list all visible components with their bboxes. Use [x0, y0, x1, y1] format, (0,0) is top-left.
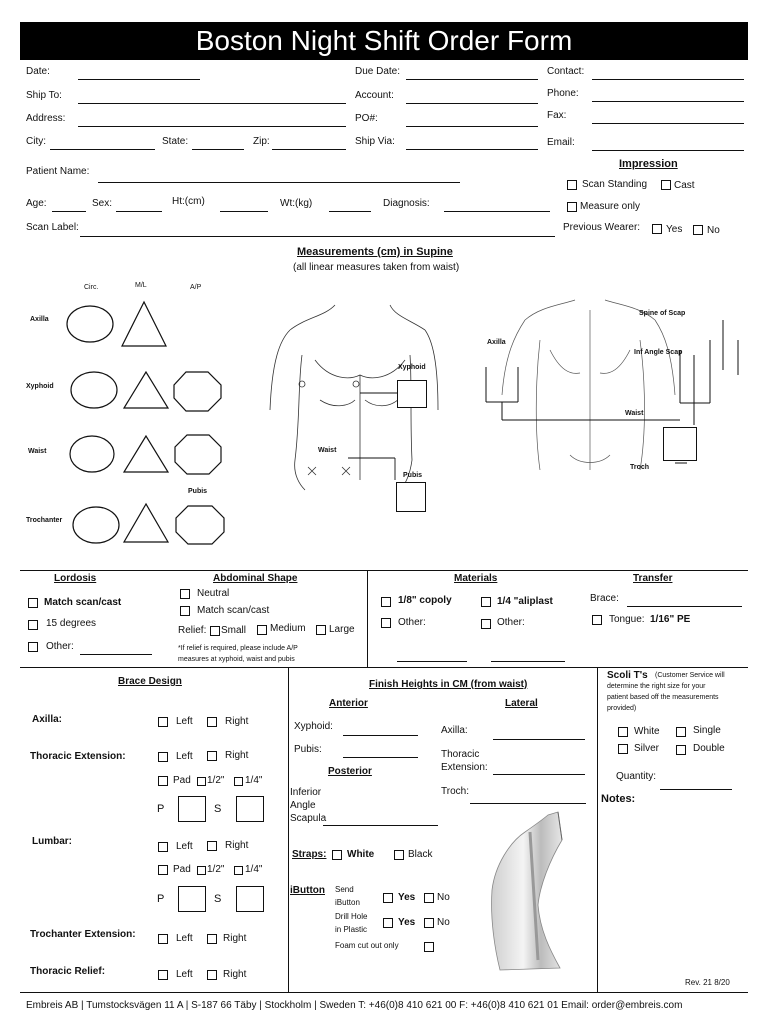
bd-thoracic-right-checkbox[interactable]	[207, 751, 217, 761]
back-spine-of-scap-label: Spine of Scap	[639, 310, 686, 317]
transfer-title: Transfer	[633, 573, 673, 584]
axilla-ml-shape[interactable]	[122, 302, 166, 346]
bd-relief-right-checkbox[interactable]	[207, 970, 217, 980]
drill-yes-label: Yes	[398, 917, 416, 928]
scoli-double-label: Double	[693, 743, 725, 754]
scoli-single-label: Single	[693, 725, 721, 736]
brace-illustration	[470, 810, 590, 975]
abdominal-neutral-label: Neutral	[197, 588, 230, 599]
bd-thoracic-s-box[interactable]	[236, 796, 264, 822]
relief-medium-checkbox[interactable]	[257, 625, 267, 635]
straps-black-label: Black	[408, 849, 433, 860]
tongue-label: Tongue:	[609, 614, 645, 625]
bd-axilla-left-label: Left	[176, 716, 193, 727]
previous-wearer-no-checkbox[interactable]	[693, 225, 703, 235]
copoly-checkbox[interactable]	[381, 597, 391, 607]
scoli-silver-label: Silver	[634, 743, 660, 754]
bd-lumbar-s-box[interactable]	[236, 886, 264, 912]
po-field[interactable]	[406, 126, 538, 127]
finish-xyphoid-label: Xyphoid:	[294, 721, 333, 732]
section-divider-v	[597, 667, 598, 992]
send-yes-label: Yes	[398, 892, 416, 903]
straps-label: Straps:	[292, 849, 327, 860]
col-circ-label: Circ.	[84, 284, 99, 291]
bd-lumbar-left-checkbox[interactable]	[158, 842, 168, 852]
abdominal-neutral-checkbox[interactable]	[180, 589, 190, 599]
measure-only-checkbox[interactable]	[567, 202, 577, 212]
bd-lumbar-right-label: Right	[225, 840, 249, 851]
relief-large-label: Large	[329, 624, 355, 635]
bd-relief-left-label: Left	[176, 969, 193, 980]
notes-area[interactable]	[601, 810, 743, 970]
bd-relief-right-label: Right	[223, 969, 247, 980]
abdominal-note-line1: *If relief is required, please include A/P	[178, 645, 298, 652]
zip-field[interactable]	[272, 149, 346, 150]
diagnosis-label: Diagnosis:	[383, 198, 430, 209]
bd-thoracic-left-checkbox[interactable]	[158, 752, 168, 762]
xyphoid-circ-shape[interactable]	[71, 372, 117, 408]
xyphoid-ap-shape[interactable]	[174, 372, 221, 411]
materials-other1-label: Other:	[398, 617, 426, 628]
measure-only-label: Measure only	[580, 201, 641, 212]
bd-thoracic-p-label: P	[157, 803, 165, 815]
scoli-title: Scoli T's	[607, 670, 648, 681]
bd-thoracic-pad-checkbox[interactable]	[158, 776, 168, 786]
bd-lumbar-s-label: S	[214, 893, 222, 905]
bd-lumbar-half-label: 1/2"	[207, 864, 225, 875]
drill-no-label: No	[437, 917, 450, 928]
relief-small-checkbox[interactable]	[210, 626, 220, 636]
scoli-single-checkbox[interactable]	[676, 727, 686, 737]
aliplast-checkbox[interactable]	[481, 597, 491, 607]
ibutton-label: iButton	[290, 885, 325, 896]
materials-other2-checkbox[interactable]	[481, 619, 491, 629]
finish-pubis-label: Pubis:	[294, 744, 322, 755]
bd-lumbar-label: Lumbar:	[32, 836, 72, 847]
due-date-label: Due Date:	[355, 66, 401, 77]
scan-label-label: Scan Label:	[26, 222, 79, 233]
relief-medium-label: Medium	[270, 623, 306, 634]
bd-troch-left-checkbox[interactable]	[158, 934, 168, 944]
account-field[interactable]	[406, 103, 538, 104]
lordosis-title: Lordosis	[54, 573, 97, 584]
scoli-double-checkbox[interactable]	[676, 745, 686, 755]
tongue-checkbox[interactable]	[592, 615, 602, 625]
drill-line2: in Plastic	[335, 925, 368, 934]
drill-line1: Drill Hole	[335, 912, 368, 921]
bd-lumbar-right-checkbox[interactable]	[207, 841, 217, 851]
section-divider	[20, 570, 748, 571]
bd-lumbar-half-checkbox[interactable]	[197, 866, 206, 875]
back-axilla-label: Axilla	[487, 339, 506, 346]
lordosis-other-checkbox[interactable]	[28, 642, 38, 652]
send-no-label: No	[437, 892, 450, 903]
po-label: PO#:	[355, 113, 378, 124]
waist-ml-shape[interactable]	[124, 436, 168, 472]
bd-thoracic-half-label: 1/2"	[207, 775, 225, 786]
bd-thoracic-relief-label: Thoracic Relief:	[30, 966, 106, 977]
bd-lumbar-left-label: Left	[176, 841, 193, 852]
date-label: Date:	[26, 66, 50, 77]
address-field[interactable]	[78, 126, 346, 127]
date-field[interactable]	[78, 79, 200, 80]
xyphoid-ml-shape[interactable]	[124, 372, 168, 408]
scoli-silver-checkbox[interactable]	[618, 744, 628, 754]
lordosis-match-label: Match scan/cast	[44, 597, 122, 608]
aliplast-label: 1/4 "aliplast	[497, 596, 553, 607]
phone-label: Phone:	[547, 88, 579, 99]
trochanter-ap-shape[interactable]	[176, 506, 224, 544]
bd-thoracic-s-label: S	[214, 803, 222, 815]
fax-label: Fax:	[547, 110, 567, 121]
bd-axilla-left-checkbox[interactable]	[158, 717, 168, 727]
ship-via-label: Ship Via:	[355, 136, 395, 147]
bd-troch-left-label: Left	[176, 933, 193, 944]
materials-title: Materials	[454, 573, 498, 584]
back-troch-label: Troch	[630, 464, 650, 471]
brace-label: Brace:	[590, 593, 619, 604]
row-axilla-label: Axilla	[30, 316, 49, 323]
scoli-white-label: White	[634, 726, 660, 737]
col-ml-label: M/L	[135, 282, 147, 289]
ht-field[interactable]	[220, 211, 268, 212]
bd-thoracic-left-label: Left	[176, 751, 193, 762]
bd-thoracic-quarter-checkbox[interactable]	[234, 777, 243, 786]
finish-lateral-title: Lateral	[505, 698, 538, 709]
bd-lumbar-quarter-label: 1/4"	[245, 864, 263, 875]
waist-ap-shape[interactable]	[175, 435, 221, 474]
bd-relief-left-checkbox[interactable]	[158, 970, 168, 980]
bd-lumbar-quarter-checkbox[interactable]	[234, 866, 243, 875]
bd-thoracic-quarter-label: 1/4"	[245, 775, 263, 786]
materials-other2-label: Other:	[497, 617, 525, 628]
section-divider	[20, 667, 748, 668]
cast-checkbox[interactable]	[661, 180, 671, 190]
bd-lumbar-p-label: P	[157, 893, 165, 905]
finish-title: Finish Heights in CM (from waist)	[369, 679, 528, 690]
form-title: Boston Night Shift Order Form	[20, 22, 748, 60]
ht-label: Ht:(cm)	[172, 196, 205, 207]
measurement-shapes	[0, 290, 240, 560]
footer-address: Embreis AB | Tumstocksvägen 11 A | S-187 66 Täby | Stockholm | Sweden T: +46(0)8 410 621 00 F: +46(0)8 410 621 01 Email: order@embreis.com	[26, 1000, 683, 1011]
abdominal-match-label: Match scan/cast	[197, 605, 270, 616]
due-date-field[interactable]	[406, 79, 538, 80]
finish-posterior-title: Posterior	[328, 766, 372, 777]
axilla-circ-shape[interactable]	[67, 306, 113, 342]
wt-field[interactable]	[329, 211, 371, 212]
copoly-label: 1/8" copoly	[398, 595, 452, 606]
abdominal-title: Abdominal Shape	[213, 573, 298, 584]
finish-inf2: Angle	[290, 800, 316, 811]
finish-pubis-field[interactable]	[343, 757, 418, 758]
front-xyphoid-box[interactable]	[397, 380, 427, 408]
front-waist-label: Waist	[318, 447, 337, 454]
waist-circ-shape[interactable]	[70, 436, 114, 472]
patient-name-field[interactable]	[98, 182, 460, 183]
previous-wearer-label: Previous Wearer:	[563, 222, 641, 233]
back-waist-box[interactable]	[663, 427, 697, 461]
finish-axilla-field[interactable]	[493, 739, 585, 740]
scan-label-field[interactable]	[80, 236, 555, 237]
scoli-white-checkbox[interactable]	[618, 727, 628, 737]
measurements-subtitle: (all linear measures taken from waist)	[293, 262, 460, 273]
finish-thoracic-field[interactable]	[493, 774, 585, 775]
straps-white-label: White	[347, 849, 375, 860]
send-line2: iButton	[335, 898, 360, 907]
bd-axilla-right-checkbox[interactable]	[207, 717, 217, 727]
materials-other2-field[interactable]	[491, 661, 565, 662]
row-waist-label: Waist	[28, 448, 47, 455]
front-xyphoid-label: Xyphoid	[398, 364, 426, 371]
finish-thoracic1: Thoracic	[441, 749, 480, 760]
zip-label: Zip:	[253, 136, 270, 147]
quantity-label: Quantity:	[616, 771, 657, 782]
trochanter-circ-shape[interactable]	[73, 507, 119, 543]
send-no-checkbox[interactable]	[424, 893, 434, 903]
brace-design-title: Brace Design	[118, 676, 182, 687]
scoli-note4: provided)	[607, 705, 637, 712]
front-pubis-box[interactable]	[396, 482, 426, 512]
straps-white-checkbox[interactable]	[332, 850, 342, 860]
age-field[interactable]	[52, 211, 86, 212]
col-ap-label: A/P	[190, 284, 202, 291]
bd-troch-right-checkbox[interactable]	[207, 934, 217, 944]
previous-wearer-yes-checkbox[interactable]	[652, 224, 662, 234]
ship-to-label: Ship To:	[26, 90, 62, 101]
diagnosis-field[interactable]	[444, 211, 550, 212]
finish-inf3: Scapula	[290, 813, 327, 824]
bd-troch-ext-label: Trochanter Extension:	[30, 929, 136, 940]
cast-label: Cast	[674, 180, 695, 191]
address-label: Address:	[26, 113, 66, 124]
finish-axilla-label: Axilla:	[441, 725, 468, 736]
bd-troch-right-label: Right	[223, 933, 247, 944]
relief-small-label: Small	[221, 625, 247, 636]
bd-lumbar-pad-label: Pad	[173, 864, 191, 875]
contact-label: Contact:	[547, 66, 585, 77]
brace-field[interactable]	[627, 606, 742, 607]
sex-field[interactable]	[116, 211, 162, 212]
measurements-title: Measurements (cm) in Supine	[297, 246, 453, 258]
back-torso-diagram	[480, 295, 745, 485]
previous-wearer-no-label: No	[707, 225, 720, 236]
section-divider	[20, 992, 748, 993]
patient-name-label: Patient Name:	[26, 166, 90, 177]
city-label: City:	[26, 136, 46, 147]
lordosis-other-field[interactable]	[80, 654, 152, 655]
finish-troch-field[interactable]	[470, 803, 586, 804]
back-waist-label: Waist	[625, 410, 644, 417]
foam-label: Foam cut out only	[335, 941, 399, 950]
send-line1: Send	[335, 885, 354, 894]
section-divider-v	[367, 570, 368, 667]
quantity-field[interactable]	[660, 789, 732, 790]
straps-black-checkbox[interactable]	[394, 850, 404, 860]
email-label: Email:	[547, 137, 575, 148]
drill-no-checkbox[interactable]	[424, 918, 434, 928]
bd-axilla-label: Axilla:	[32, 714, 63, 725]
relief-label: Relief:	[178, 625, 207, 636]
ship-to-field[interactable]	[78, 103, 346, 104]
bd-thoracic-ext-label: Thoracic Extension:	[30, 751, 126, 762]
finish-thoracic2: Extension:	[441, 762, 488, 773]
materials-other1-checkbox[interactable]	[381, 618, 391, 628]
revision-label: Rev. 21 8/20	[685, 978, 730, 987]
trochanter-ml-shape[interactable]	[124, 504, 168, 542]
notes-label: Notes:	[601, 793, 636, 805]
foam-checkbox[interactable]	[424, 942, 434, 952]
bd-lumbar-p-box[interactable]	[178, 886, 206, 912]
city-field[interactable]	[50, 149, 155, 150]
finish-inf-scap-field[interactable]	[323, 825, 438, 826]
previous-wearer-yes-label: Yes	[666, 224, 683, 235]
lordosis-match-checkbox[interactable]	[28, 598, 38, 608]
account-label: Account:	[355, 90, 394, 101]
scan-standing-label: Scan Standing	[582, 179, 648, 190]
lordosis-other-label: Other:	[46, 641, 74, 652]
finish-xyphoid-field[interactable]	[343, 735, 418, 736]
fax-field[interactable]	[592, 123, 744, 124]
tongue-value: 1/16" PE	[650, 614, 691, 625]
lordosis-15deg-label: 15 degrees	[46, 618, 97, 629]
bd-axilla-right-label: Right	[225, 716, 249, 727]
finish-troch-label: Troch:	[441, 786, 469, 797]
abdominal-match-checkbox[interactable]	[180, 606, 190, 616]
finish-inf1: Inferior	[290, 787, 322, 798]
bd-thoracic-half-checkbox[interactable]	[197, 777, 206, 786]
impression-title: Impression	[619, 158, 678, 170]
bd-thoracic-right-label: Right	[225, 750, 249, 761]
bd-thoracic-p-box[interactable]	[178, 796, 206, 822]
ship-via-field[interactable]	[406, 149, 538, 150]
scan-standing-checkbox[interactable]	[567, 180, 577, 190]
scoli-note2: determine the right size for your	[607, 683, 706, 690]
age-label: Age:	[26, 198, 47, 209]
row-trochanter-label: Trochanter	[26, 517, 63, 524]
abdominal-note-line2: measures at xyphoid, waist and pubis	[178, 656, 295, 663]
send-yes-checkbox[interactable]	[383, 893, 393, 903]
state-field[interactable]	[192, 149, 244, 150]
scoli-note1: (Customer Service will	[655, 672, 725, 679]
section-divider-v	[288, 667, 289, 992]
bd-lumbar-pad-checkbox[interactable]	[158, 865, 168, 875]
state-label: State:	[162, 136, 189, 147]
scoli-note3: patient based off the measurements	[607, 694, 719, 701]
sex-label: Sex:	[92, 198, 113, 209]
contact-field[interactable]	[592, 79, 744, 80]
materials-other1-field[interactable]	[397, 661, 467, 662]
wt-label: Wt:(kg)	[280, 198, 313, 209]
front-pubis-label: Pubis	[403, 472, 423, 479]
relief-large-checkbox[interactable]	[316, 625, 326, 635]
back-inf-angle-label: Inf Angle Scap	[634, 349, 683, 356]
email-field[interactable]	[592, 150, 744, 151]
drill-yes-checkbox[interactable]	[383, 918, 393, 928]
phone-field[interactable]	[592, 101, 744, 102]
row-xyphoid-label: Xyphoid	[26, 383, 54, 390]
bd-thoracic-pad-label: Pad	[173, 775, 191, 786]
lordosis-15deg-checkbox[interactable]	[28, 620, 38, 630]
pubis-shape-label: Pubis	[188, 488, 208, 495]
finish-anterior-title: Anterior	[329, 698, 368, 709]
